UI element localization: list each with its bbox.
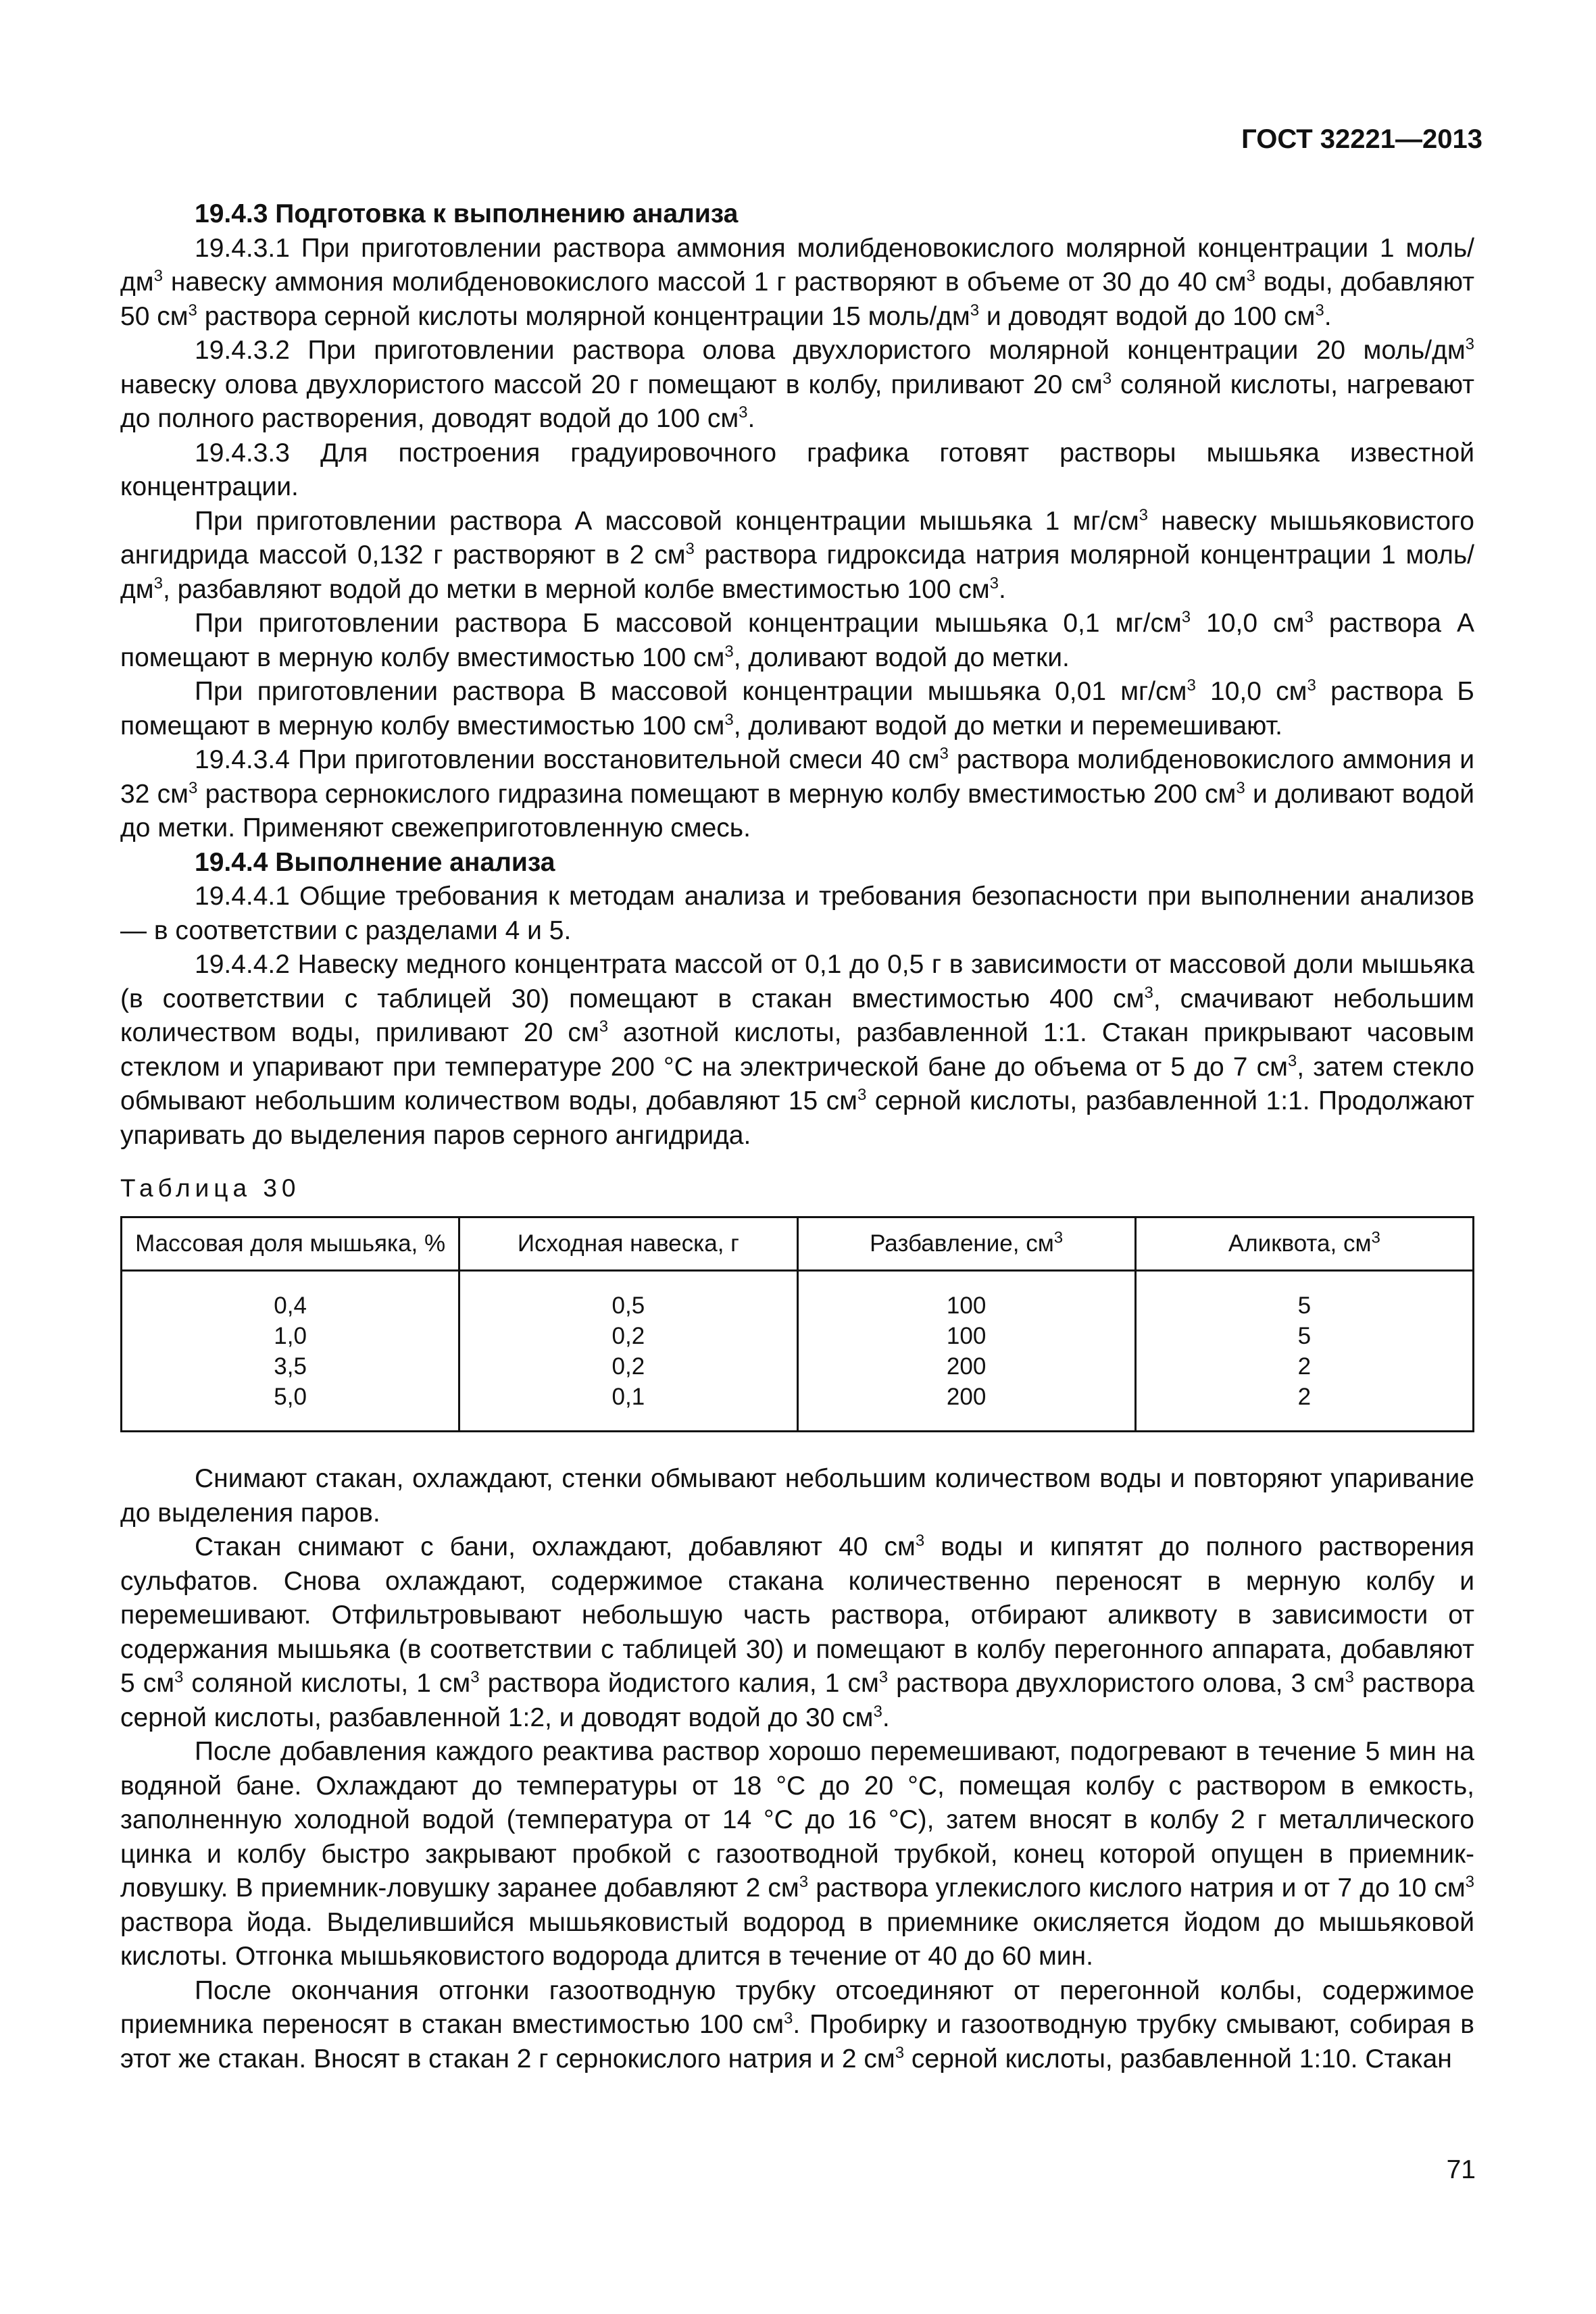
body-text-upper	[120, 197, 1474, 1153]
table-cell: 5 5 2 2	[1135, 1271, 1473, 1432]
paragraph: 19.4.3.3 Для построения градуировочного графика готовят растворы мышьяка известной концентрации.	[120, 438, 1474, 501]
page-number: 71	[1446, 2155, 1476, 2184]
table-cell: 0,5 0,2 0,2 0,1	[459, 1271, 797, 1432]
column-header: Массовая доля мышьяка, %	[122, 1217, 459, 1271]
paragraph: Стакан снимают с бани, охлаждают, добавляют 40 $см^3$ воды и кипятят до полного растворения сульфатов. Снова охлаждают, содержимое стакана количественно переносят в мерную колбу и перемешивают. Отфильтровывают небольшую часть раствора, отбирают аликвоту в зависимости от содержания мышьяка (в соответствии с таблицей 30) и помещают в колбу перегонного аппарата, добавляют 5 $см^3$ соляной кислоты, 1 $см^3$ раствора йодистого калия, 1 $см^3$ раствора двухлористого олова, 3 $см^3$ раствора серной кислоты, разбавленной 1:2, и доводят водой до 30 $см^3$.	[120, 1532, 1474, 1732]
column-header: Разбавление, $см^3$	[797, 1217, 1135, 1271]
paragraph: 19.4.3.4 При приготовлении восстановительной смеси 40 $см^3$ раствора молибденовокислого аммония и 32 $см^3$ раствора сернокислого гидразина помещают в мерную колбу вместимостью 200 $см^3$ и доливают водой до метки. Применяют свежеприготовленную смесь.	[120, 745, 1475, 842]
paragraph: После добавления каждого реактива раствор хорошо перемешивают, подогревают в течение 5 мин на водяной бане. Охлаждают до температуры от 18 °С до 20 °С, помещая колбу с раствором в емкость, заполненную холодной водой (температура от 14 °С до 16 °С), затем вносят в колбу 2 г металлического цинка и колбу быстро закрывают пробкой с газоотводной трубкой, конец которой опущен в приемник-ловушку. В приемник-ловушку заранее добавляют 2 $см^3$ раствора углекислого кислого натрия и от 7 до 10 $см^3$ раствора йода. Выделившийся мышьяковистый водород в приемнике окисляется йодом до мышьяковой кислоты. Отгонка мышьяковистого водорода длится в течение от 40 до 60 мин.	[120, 1737, 1474, 1971]
table-header-row	[122, 1217, 1474, 1271]
table-cell: 0,4 1,0 3,5 5,0	[122, 1271, 459, 1432]
data-table	[120, 1216, 1474, 1432]
paragraph: 19.4.3.2 При приготовлении раствора олова двухлористого молярной концентрации 20 моль/$дм^3$ навеску олова двухлористого массой 20 г помещают в колбу, приливают 20 $см^3$ соляной кислоты, нагревают до полного растворения, доводят водой до 100 $см^3$.	[120, 335, 1475, 433]
section-heading: 19.4.3 Подготовка к выполнению анализа	[195, 199, 739, 228]
paragraph: Снимают стакан, охлаждают, стенки обмывают небольшим количеством воды и повторяют упаривание до выделения паров.	[120, 1464, 1474, 1528]
table-caption: Таблица 30	[120, 1174, 301, 1202]
paragraph: При приготовлении раствора Б массовой концентрации мышьяка 0,1 $мг/см^3$ 10,0 $см^3$ раствора А помещают в мерную колбу вместимостью 100 $см^3$, доливают водой до метки.	[120, 608, 1475, 672]
paragraph: 19.4.3.1 При приготовлении раствора аммония молибденовокислого молярной концентрации 1 моль/$дм^3$ навеску аммония молибденовокислого массой 1 г растворяют в объеме от 30 до 40 $см^3$ воды, добавляют 50 $см^3$ раствора серной кислоты молярной концентрации 15 моль/$дм^3$ и доводят водой до 100 $см^3$.	[120, 233, 1474, 331]
table-row	[122, 1271, 1474, 1432]
paragraph: После окончания отгонки газоотводную трубку отсоединяют от перегонной колбы, содержимое приемника переносят в стакан вместимостью 100 $см^3$. Пробирку и газоотводную трубку смывают, собирая в этот же стакан. Вносят в стакан 2 г сернокислого натрия и 2 $см^3$ серной кислоты, разбавленной 1:10. Стакан	[120, 1976, 1474, 2073]
paragraph: 19.4.4.1 Общие требования к методам анализа и требования безопасности при выполнении анализов — в соответствии с разделами 4 и 5.	[120, 882, 1474, 945]
document-header: ГОСТ 32221—2013	[1241, 124, 1482, 154]
paragraph: 19.4.4.2 Навеску медного концентрата массой от 0,1 до 0,5 г в зависимости от массовой доли мышьяка (в соответствии с таблицей 30) помещают в стакан вместимостью 400 $см^3$, смачивают небольшим количеством воды, приливают 20 $см^3$ азотной кислоты, разбавленной 1:1. Стакан прикрывают часовым стеклом и упаривают при температуре 200 °С на электрической бане до объема от 5 до 7 $см^3$, затем стекло обмывают небольшим количеством воды, добавляют 15 $см^3$ серной кислоты, разбавленной 1:1. Продолжают упаривать до выделения паров серного ангидрида.	[120, 950, 1474, 1150]
table-cell: 100 100 200 200	[797, 1271, 1135, 1432]
section-heading: 19.4.4 Выполнение анализа	[195, 847, 555, 877]
column-header: Аликвота, $см^3$	[1135, 1217, 1473, 1271]
column-header: Исходная навеска, г	[459, 1217, 797, 1271]
paragraph: При приготовлении раствора В массовой концентрации мышьяка 0,01 $мг/см^3$ 10,0 $см^3$ раствора Б помещают в мерную колбу вместимостью 100 $см^3$, доливают водой до метки и перемешивают.	[120, 676, 1474, 740]
body-text-lower	[120, 1462, 1474, 2076]
paragraph: При приготовлении раствора А массовой концентрации мышьяка 1 $мг/см^3$ навеску мышьяковистого ангидрида массой 0,132 г растворяют в 2 $см^3$ раствора гидроксида натрия молярной концентрации 1 моль/$дм^3$, разбавляют водой до метки в мерной колбе вместимостью 100 $см^3$.	[120, 505, 1475, 604]
